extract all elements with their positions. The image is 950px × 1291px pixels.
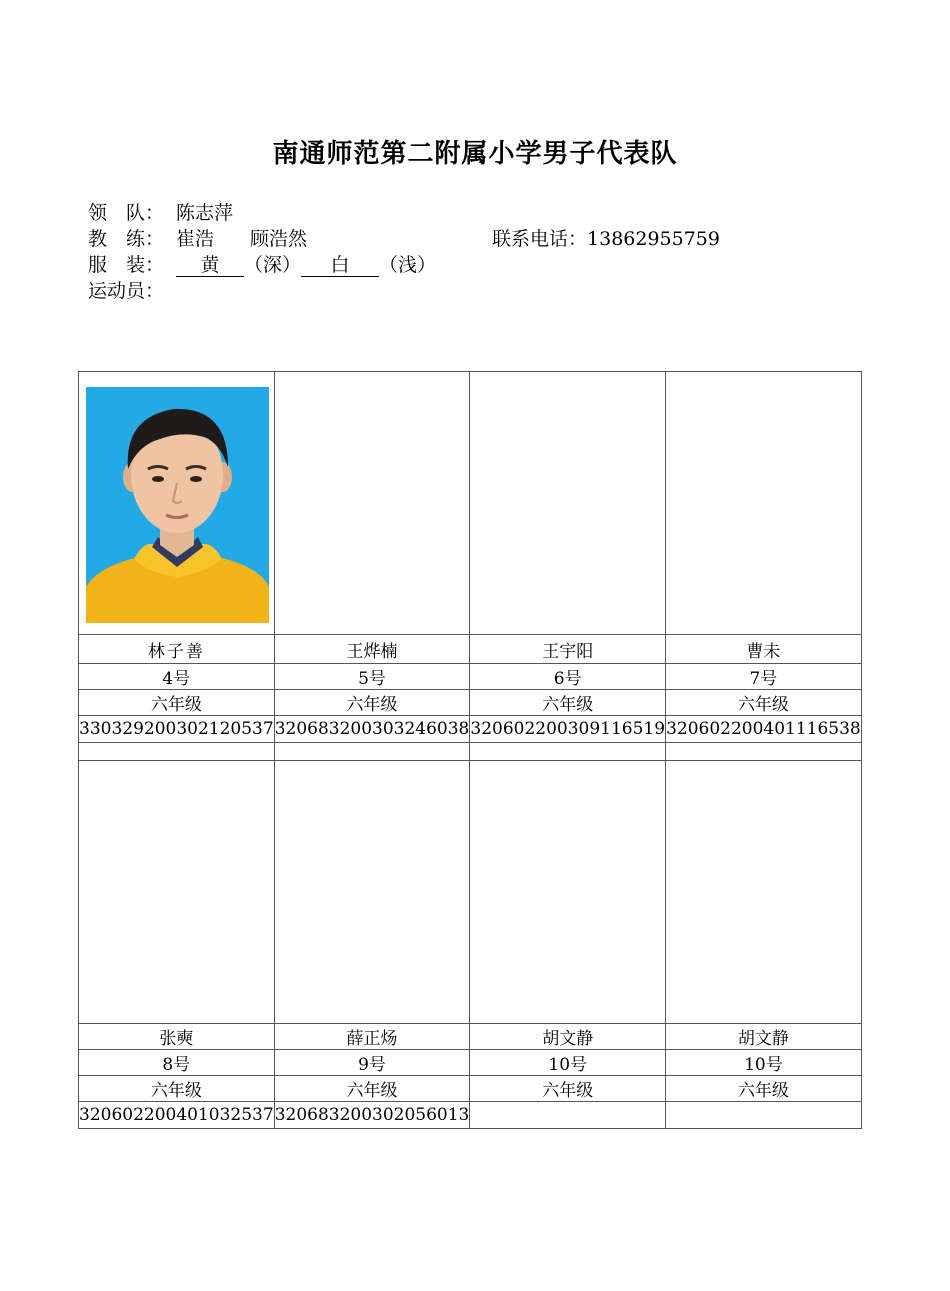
coach-value-2: 顾浩然 [250, 228, 308, 250]
number-row [79, 1050, 862, 1076]
leader-value: 陈志萍 [176, 202, 234, 224]
player-name: 胡文静 [470, 1024, 666, 1050]
player-grade: 六年级 [274, 690, 470, 716]
photo-cell [666, 372, 862, 635]
leader-label: 领 队： [88, 202, 165, 224]
photo-cell [666, 761, 862, 1024]
page-title: 南通师范第二附属小学男子代表队 [272, 139, 678, 169]
player-number: 9号 [274, 1050, 470, 1076]
player-number: 8号 [79, 1050, 275, 1076]
player-number: 6号 [470, 664, 666, 690]
player-number: 5号 [274, 664, 470, 690]
uniform-dark-note: （深） [244, 254, 302, 276]
photo-cell [79, 372, 275, 635]
player-name: 王烨楠 [274, 635, 470, 664]
player-grade: 六年级 [274, 1076, 470, 1102]
athletes-label: 运动员： [88, 280, 165, 302]
photo-cell [470, 761, 666, 1024]
player-number: 10号 [666, 1050, 862, 1076]
photo-cell [274, 761, 470, 1024]
player-id: 320602200401116538 [666, 716, 862, 743]
id-row [79, 1102, 862, 1129]
leader-line [88, 200, 233, 226]
player-name: 曹未 [666, 635, 862, 664]
spacer-row [79, 743, 862, 761]
uniform-label: 服 装： [88, 254, 165, 276]
player-name: 张奭 [79, 1024, 275, 1050]
player-id: 320602200309116519 [470, 716, 666, 743]
name-row [79, 635, 862, 664]
player-grade: 六年级 [666, 1076, 862, 1102]
grade-row [79, 690, 862, 716]
player-name: 王宇阳 [470, 635, 666, 664]
phone-value: 13862955759 [587, 228, 720, 250]
grade-row [79, 1076, 862, 1102]
player-name: 薛正炀 [274, 1024, 470, 1050]
name-row [79, 1024, 862, 1050]
player-grade: 六年级 [666, 690, 862, 716]
player-name: 胡文静 [666, 1024, 862, 1050]
player-id: 320683200302056013 [274, 1102, 470, 1129]
player-id: 330329200302120537 [79, 716, 275, 743]
photo-row [79, 761, 862, 1024]
player-number: 7号 [666, 664, 862, 690]
uniform-light-note: （浅） [379, 254, 437, 276]
coach-label: 教 练： [88, 228, 165, 250]
id-row [79, 716, 862, 743]
player-id: 320602200401032537 [79, 1102, 275, 1129]
photo-row [79, 372, 862, 635]
player-number: 4号 [79, 664, 275, 690]
coach-value-1: 崔浩 [176, 228, 215, 250]
player-id [470, 1102, 666, 1129]
photo-cell [79, 761, 275, 1024]
coach-line [88, 226, 307, 252]
phone-label: 联系电话： [492, 228, 588, 250]
player-id: 320683200303246038 [274, 716, 470, 743]
player-id [666, 1102, 862, 1129]
photo-cell [274, 372, 470, 635]
player-number: 10号 [470, 1050, 666, 1076]
player-grade: 六年级 [79, 1076, 275, 1102]
player-name: 林子善 [79, 635, 275, 664]
uniform-light-color: 白 [301, 255, 379, 277]
photo-cell [470, 372, 666, 635]
phone-line [492, 226, 720, 252]
uniform-line [88, 252, 436, 278]
player-grade: 六年级 [470, 690, 666, 716]
player-grade: 六年级 [470, 1076, 666, 1102]
player-grade: 六年级 [79, 690, 275, 716]
number-row [79, 664, 862, 690]
player-photo [86, 387, 269, 623]
roster-table [78, 371, 862, 1129]
uniform-dark-color: 黄 [176, 255, 244, 277]
